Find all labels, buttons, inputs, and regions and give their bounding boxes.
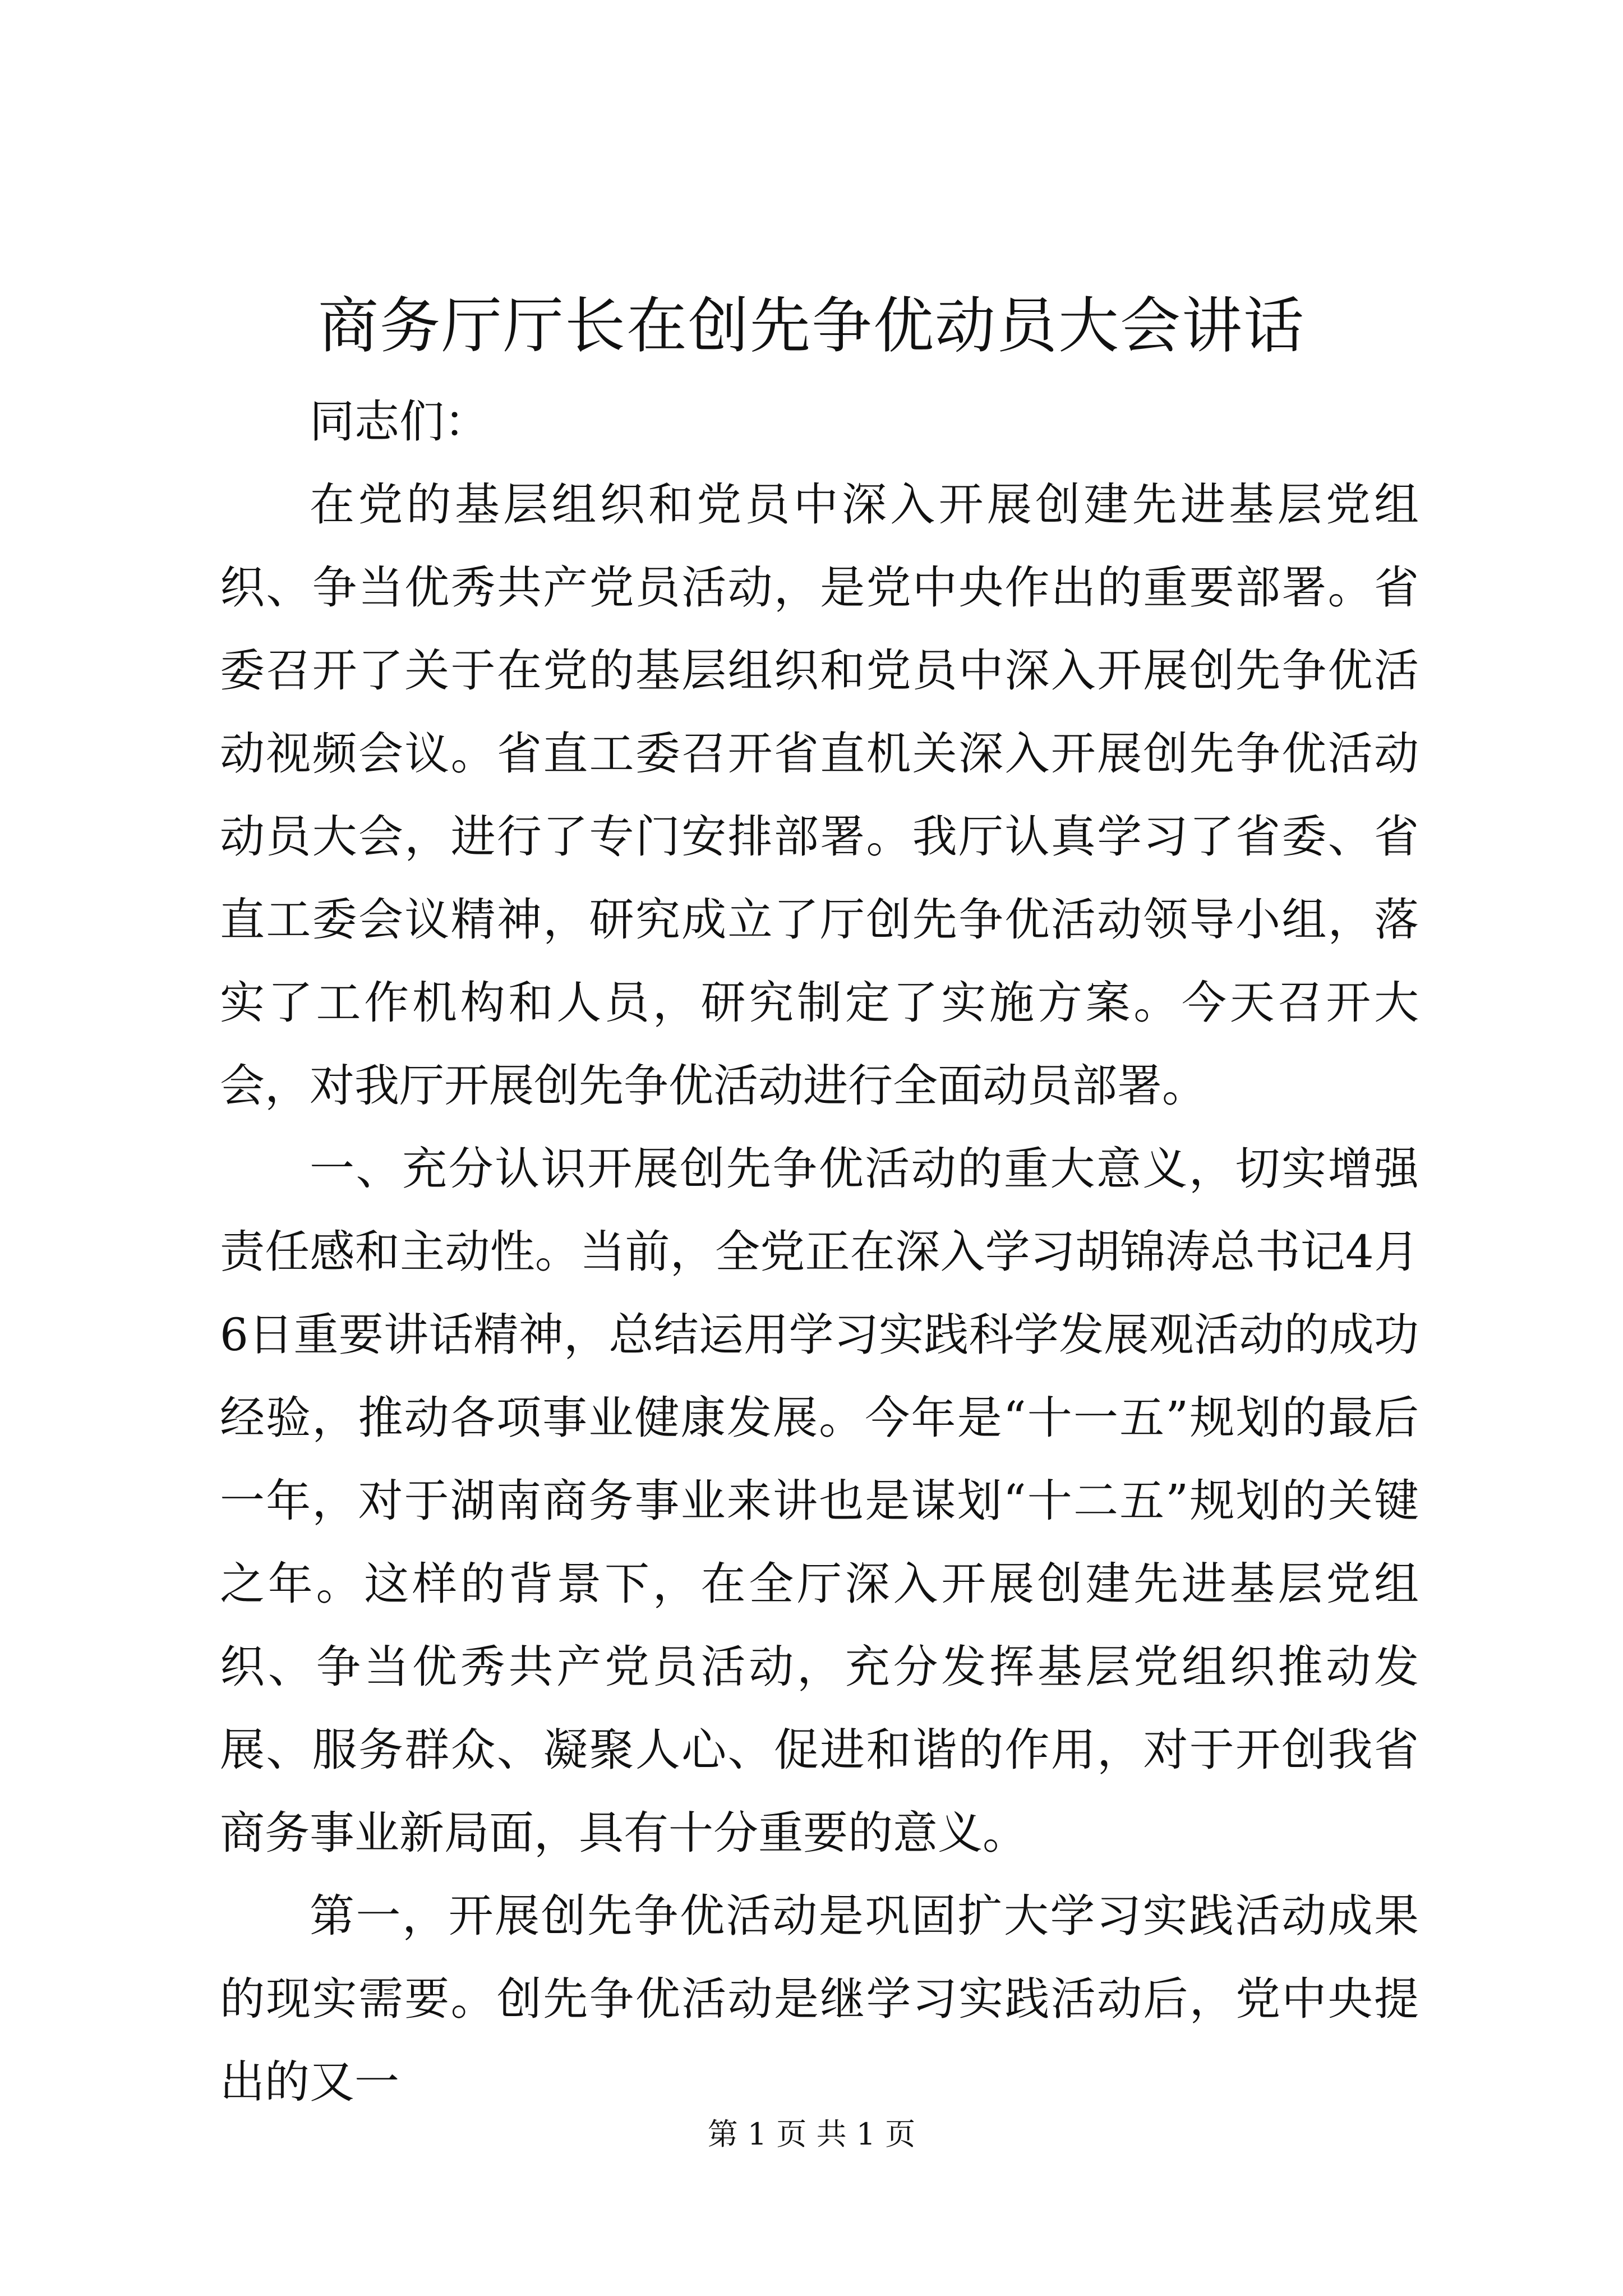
document-body xyxy=(220,380,1419,2124)
page-footer: 第 1 页 共 1 页 xyxy=(707,2116,916,2152)
paragraph: 在党的基层组织和党员中深入开展创建先进基层党组织、争当优秀共产党员活动，是党中央作出的重要部署。省委召开了关于在党的基层组织和党员中深入开展创先争优活动视频会议。省直工委召开省直机关深入开展创先争优活动动员大会，进行了专门安排部署。我厅认真学习了省委、省直工委会议精神，研究成立了厅创先争优活动领导小组，落实了工作机构和人员，研究制定了实施方案。今天召开大会，对我厅开展创先争优活动进行全面动员部署。 xyxy=(220,478,1419,1112)
paragraph: 一、充分认识开展创先争优活动的重大意义，切实增强责任感和主动性。当前，全党正在深入学习胡锦涛总书记4月6日重要讲话精神，总结运用学习实践科学发展观活动的成功经验，推动各项事业健康发展。今年是“十一五”规划的最后一年，对于湖南商务事业来讲也是谋划“十二五”规划的关键之年。这样的背景下，在全厅深入开展创建先进基层党组织、争当优秀共产党员活动，充分发挥基层党组织推动发展、服务群众、凝聚人心、促进和谐的作用，对于开创我省商务事业新局面，具有十分重要的意义。 xyxy=(220,1143,1419,1859)
salutation: 同志们： xyxy=(310,395,489,448)
document-title: 商务厅厅长在创先争优动员大会讲话 xyxy=(317,291,1305,361)
paragraph: 第一，开展创先争优活动是巩固扩大学习实践活动成果的现实需要。创先争优活动是继学习实践活动后，党中央提出的又一 xyxy=(220,1890,1419,2108)
